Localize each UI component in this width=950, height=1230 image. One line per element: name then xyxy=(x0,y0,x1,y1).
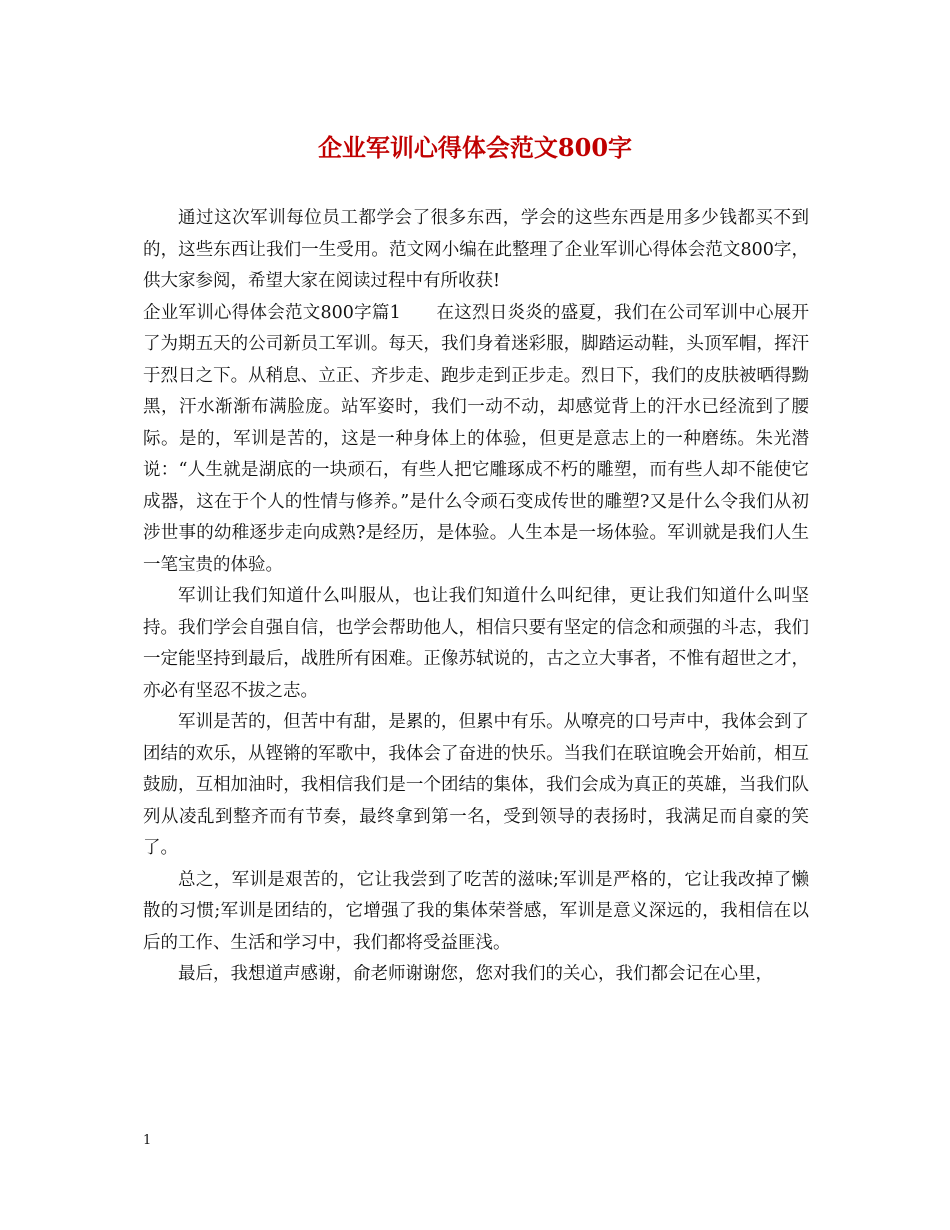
document-body xyxy=(143,203,809,991)
document-title: 企业军训心得体会范文800字 xyxy=(317,133,633,162)
paragraph-article-1: 企业军训心得体会范文800字篇1 在这烈日炎炎的盛夏，我们在公司军训中心展开了为期五天的公司新员工军训。每天，我们身着迷彩服，脚踏运动鞋，头顶军帽，挥汗于烈日之下。从稍息、立正、齐步走、跑步走到正步走。烈日下，我们的皮肤被晒得黝黑，汗水渐渐布满脸庞。站军姿时，我们一动不动，却感觉背上的汗水已经流到了腰际。是的，军训是苦的，这是一种身体上的体验，但更是意志上的一种磨练。朱光潜说：“人生就是湖底的一块顽石，有些人把它雕琢成不朽的雕塑，而有些人却不能使它成器，这在于个人的性情与修养。”是什么令顽石变成传世的雕塑?又是什么令我们从初涉世事的幼稚逐步走向成熟?是经历，是体验。人生本是一场体验。军训就是我们人生一笔宝贵的体验。 xyxy=(143,302,809,575)
page-number: 1 xyxy=(143,1133,152,1148)
paragraph-intro: 通过这次军训每位员工都学会了很多东西，学会的这些东西是用多少钱都买不到的，这些东西让我们一生受用。范文网小编在此整理了企业军训心得体会范文800字，供大家参阅，希望大家在阅读过程中有所收获! xyxy=(143,208,809,291)
paragraph-obedience: 军训让我们知道什么叫服从，也让我们知道什么叫纪律，更让我们知道什么叫坚持。我们学会自强自信，也学会帮助他人，相信只要有坚定的信念和顽强的斗志，我们一定能坚持到最后，战胜所有困难。正像苏轼说的，古之立大事者，不惟有超世之才，亦必有坚忍不拔之志。 xyxy=(143,586,809,701)
paragraph-thanks: 最后，我想道声感谢，俞老师谢谢您，您对我们的关心，我们都会记在心里， xyxy=(178,964,773,984)
paragraph-joy: 军训是苦的，但苦中有甜，是累的，但累中有乐。从嘹亮的口号声中，我体会到了团结的欢乐，从铿锵的军歌中，我体会了奋进的快乐。当我们在联谊晚会开始前，相互鼓励，互相加油时，我相信我们是一个团结的集体，我们会成为真正的英雄，当我们队列从凌乱到整齐而有节奏，最终拿到第一名，受到领导的表扬时，我满足而自豪的笑了。 xyxy=(143,712,809,858)
paragraph-summary: 总之，军训是艰苦的，它让我尝到了吃苦的滋味;军训是严格的，它让我改掉了懒散的习惯;军训是团结的，它增强了我的集体荣誉感，军训是意义深远的，我相信在以后的工作、生活和学习中，我们都将受益匪浅。 xyxy=(143,869,809,953)
